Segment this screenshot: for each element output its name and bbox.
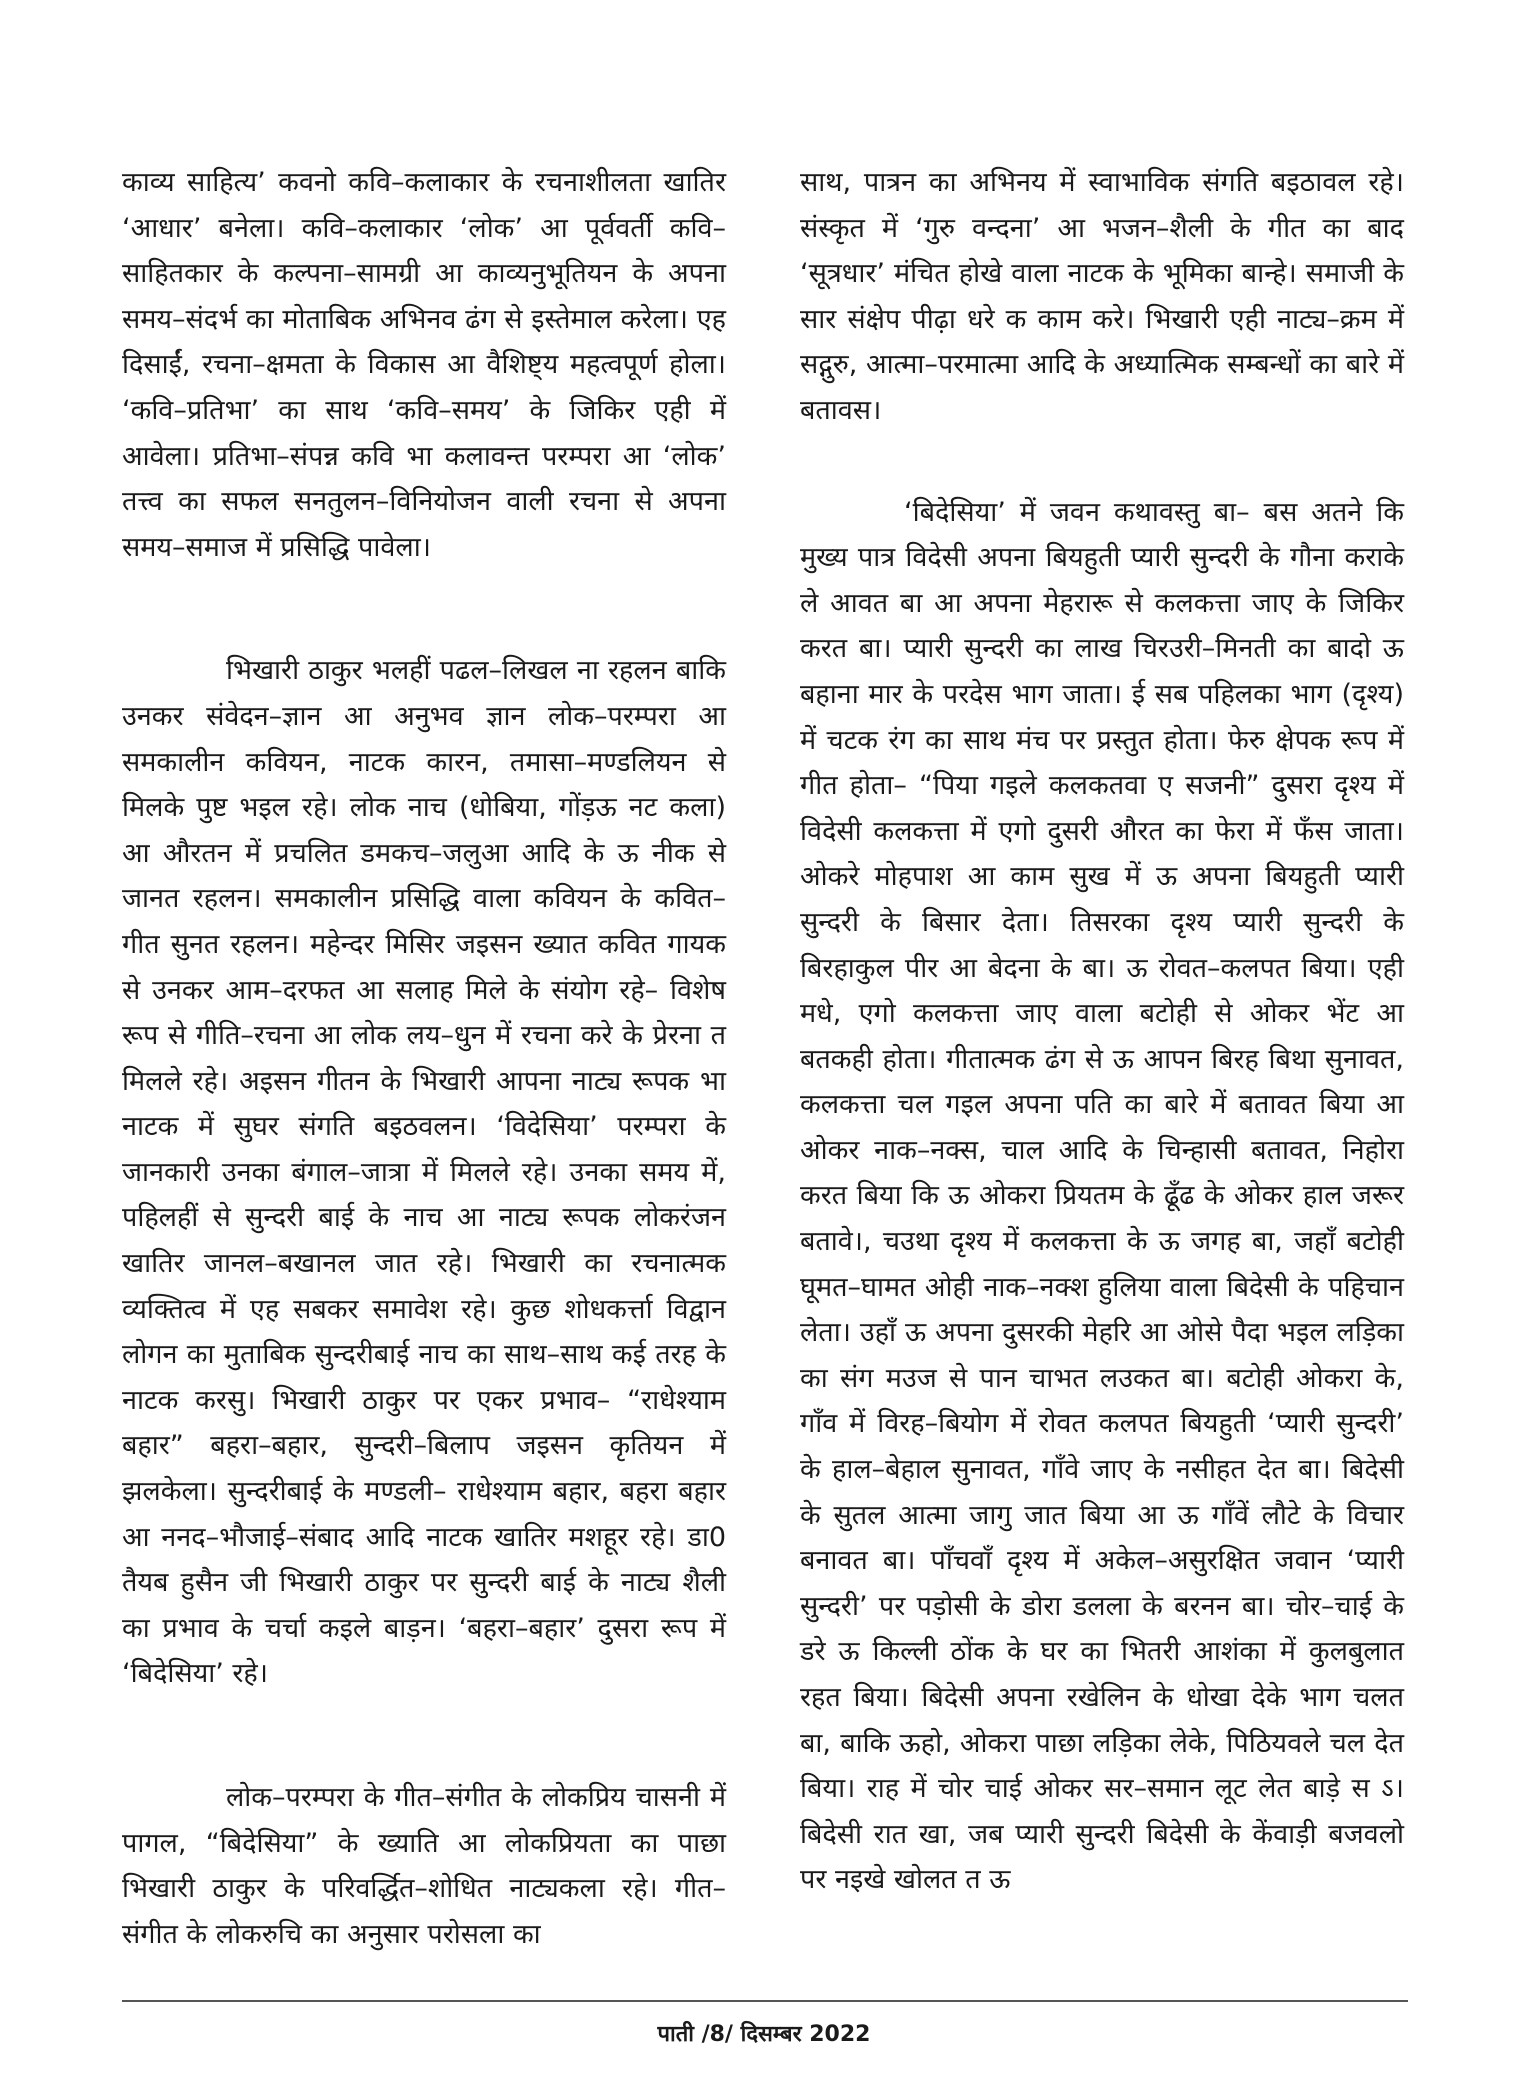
paragraph-gap (122, 570, 726, 648)
paragraph: भिखारी ठाकुर भलहीं पढल–लिखल ना रहलन बाकि उनकर संवेदन–ज्ञान आ अनुभव ज्ञान लोक–परम्परा आ समकालीन कवियन, नाटक कारन, तमासा–मण्डलियन से मिलके पुष्ट भइल रहे। लोक नाच (धोबिया, गोंड़ऊ नट कला) आ औरतन में प्रचलित डमकच–जलुआ आदि के ऊ नीक से जानत रहलन। समकालीन प्रसिद्धि वाला कवियन के कवित–गीत सुनत रहलन। महेन्दर मिसिर जइसन ख्यात कवित गायक से उनकर आम–दरफत आ सलाह मिले के संयोग रहे– विशेष रूप से गीति–रचना आ लोक लय–धुन में रचना करे के प्रेरना त मिलले रहे। अइसन गीतन के भिखारी आपना नाट्य रूपक भा नाटक में सुघर संगति बइठवलन। ‘विदेसिया’ परम्परा के जानकारी उनका बंगाल–जात्रा में मिलले रहे। उनका समय में, पहिलहीं से सुन्दरी बाई के नाच आ नाट्य रूपक लोकरंजन खातिर जानल–बखानल जात रहे। भिखारी का रचनात्मक व्यक्तित्व में एह सबकर समावेश रहे। कुछ शोधकर्त्ता विद्वान लोगन का मुताबिक सुन्दरीबाई नाच का साथ–साथ कई तरह के नाटक करसु। भिखारी ठाकुर पर एकर प्रभाव– “राधेश्याम बहार” बहरा–बहार, सुन्दरी–बिलाप जइसन कृतियन में झलकेला। सुन्दरीबाई के मण्डली– राधेश्याम बहार, बहरा बहार आ ननद–भौजाई–संबाद आदि नाटक खातिर मशहूर रहे। डा0 तैयब हुसैन जी भिखारी ठाकुर पर सुन्दरी बाई के नाट्य शैली का प्रभाव के चर्चा कइले बाड़न। ‘बहरा–बहार’ दुसरा रूप में ‘बिदेसिया’ रहे। (122, 655, 726, 1690)
paragraph: साथ, पात्रन का अभिनय में स्वाभाविक संगति बइठावल रहे। संस्कृत में ‘गुरु वन्दना’ आ भजन–शैली के गीत का बाद ‘सूत्रधार’ मंचित होखे वाला नाटक के भूमिका बान्हे। समाजी के सार संक्षेप पीढ़ा धरे क काम करे। भिखारी एही नाट्य–क्रम में सद्गुरु, आत्मा–परमात्मा आदि के अध्यात्मिक सम्बन्धों का बारे में बतावस। (800, 167, 1404, 426)
paragraph: ‘बिदेसिया’ में जवन कथावस्तु बा– बस अतने कि मुख्य पात्र विदेसी अपना बियहुती प्यारी सुन्दरी के गौना कराके ले आवत बा आ अपना मेहरारू से कलकत्ता जाए के जिकिर करत बा। प्यारी सुन्दरी का लाख चिरउरी–मिनती का बादो ऊ बहाना मार के परदेस भाग जाता। ई सब पहिलका भाग (दृश्य) में चटक रंग का साथ मंच पर प्रस्तुत होता। फेरु क्षेपक रूप में गीत होता– “पिया गइले कलकतवा ए सजनी” दुसरा दृश्य में विदेसी कलकत्ता में एगो दुसरी औरत का फेरा में फँस जाता। ओकरे मोहपाश आ काम सुख में ऊ अपना बियहुती प्यारी सुन्दरी के बिसार देता। तिसरका दृश्य प्यारी सुन्दरी के बिरहाकुल पीर आ बेदना के बा। ऊ रोवत–कलपत बिया। एही मधे, एगो कलकत्ता जाए वाला बटोही से ओकर भेंट आ बतकही होता। गीतात्मक ढंग से ऊ आपन बिरह बिथा सुनावत, कलकत्ता चल गइल अपना पति का बारे में बतावत बिया आ ओकर नाक–नक्स, चाल आदि के चिन्हासी बतावत, निहोरा करत बिया कि ऊ ओकरा प्रियतम के ढूँढ के ओकर हाल जरूर बतावे।, चउथा दृश्य में कलकत्ता के ऊ जगह बा, जहाँ बटोही घूमत–घामत ओही नाक–नक्श हुलिया वाला बिदेसी के पहिचान लेता। उहाँ ऊ अपना दुसरकी मेहरि आ ओसे पैदा भइल लड़िका का संग मउज से पान चाभत लउकत बा। बटोही ओकरा के, गाँव में विरह–बियोग में रोवत कलपत बियहुती ‘प्यारी सुन्दरी’ के हाल–बेहाल सुनावत, गाँवे जाए के नसीहत देत बा। बिदेसी के सुतल आत्मा जागु जात बिया आ ऊ गाँवें लौटे के विचार बनावत बा। पाँचवाँ दृश्य में अकेल–असुरक्षित जवान ‘प्यारी सुन्दरी’ पर पड़ोसी के डोरा डलला के बरनन बा। चोर–चाई के डरे ऊ किल्ली ठोंक के घर का भितरी आशंका में कुलबुलात रहत बिया। बिदेसी अपना रखेलिन के धोखा देके भाग चलत बा, बाकि ऊहो, ओकरा पाछा लड़िका लेके, पिठियवले चल देत बिया। राह में चोर चाई ओकर सर–समान लूट लेत बाड़े स ऽ। बिदेसी रात खा, जब प्यारी सुन्दरी बिदेसी के केंवाड़ी बजवलो पर नइखे खोलत त ऊ (800, 496, 1404, 1896)
page-footer: पाती /8/ दिसम्बर 2022 (657, 2022, 871, 2047)
footer-divider (122, 2000, 1408, 2002)
paragraph: काव्य साहित्य’ कवनो कवि–कलाकार के रचनाशीलता खातिर ‘आधार’ बनेला। कवि–कलाकार ‘लोक’ आ पूर्ववर्ती कवि–साहितकार के कल्पना–सामग्री आ काव्यनुभूतियन के अपना समय–संदर्भ का मोताबिक अभिनव ढंग से इस्तेमाल करेला। एह दिसाईं, रचना–क्षमता के विकास आ वैशिष्ट्य महत्वपूर्ण होला। ‘कवि–प्रतिभा’ का साथ ‘कवि–समय’ के जिकिर एही में आवेला। प्रतिभा–संपन्न कवि भा कलावन्त परम्परा आ ‘लोक’ तत्त्व का सफल सनतुलन–विनियोजन वाली रचना से अपना समय–समाज में प्रसिद्धि पावेला। (122, 167, 726, 563)
paragraph-gap (122, 1697, 726, 1775)
paragraph: लोक–परम्परा के गीत–संगीत के लोकप्रिय चासनी में पागल, “बिदेसिया” के ख्याति आ लोकप्रियता का पाछा भिखारी ठाकुर के परिवर्द्धित–शोधित नाट्यकला रहे। गीत–संगीत के लोकरुचि का अनुसार परोसला का (122, 1782, 726, 1950)
right-column (800, 160, 1404, 1903)
left-column (122, 160, 726, 1957)
paragraph-gap (800, 434, 1404, 490)
